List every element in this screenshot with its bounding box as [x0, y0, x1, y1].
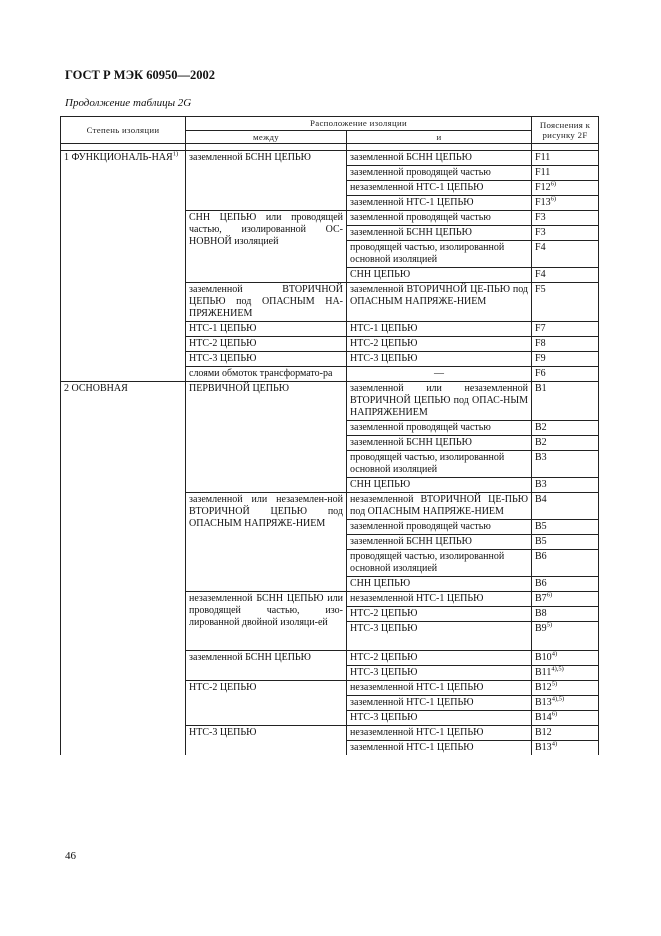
and-cell: — — [347, 367, 532, 382]
and-cell: заземленной БСНН ЦЕПЬЮ — [347, 151, 532, 166]
and-cell: незаземленной НТС-1 ЦЕПЬЮ — [347, 181, 532, 196]
and-cell: заземленной БСНН ЦЕПЬЮ — [347, 226, 532, 241]
between-cell: НТС-2 ЦЕПЬЮ — [186, 337, 347, 352]
code-cell: B3 — [532, 451, 599, 478]
table-row — [61, 382, 599, 421]
between-cell: заземленной БСНН ЦЕПЬЮ — [186, 151, 347, 211]
code-cell: B5 — [532, 535, 599, 550]
code-cell: B3 — [532, 478, 599, 493]
and-cell: заземленной проводящей частью — [347, 421, 532, 436]
and-cell: проводящей частью, изолированной основной изоляцией — [347, 451, 532, 478]
header-location: Расположение изоляции — [186, 117, 532, 131]
code-cell: F12$^{6)}$ — [532, 181, 599, 196]
and-cell: НТС-2 ЦЕПЬЮ — [347, 651, 532, 666]
header-degree: Степень изоляции — [61, 117, 186, 144]
code-cell: B5 — [532, 520, 599, 535]
and-cell: незаземленной НТС-1 ЦЕПЬЮ — [347, 592, 532, 607]
and-cell: заземленной НТС-1 ЦЕПЬЮ — [347, 741, 532, 756]
page-number: 46 — [65, 850, 76, 862]
code-cell: B14$^{6)}$ — [532, 711, 599, 726]
and-cell: заземленной БСНН ЦЕПЬЮ — [347, 436, 532, 451]
and-cell: НТС-3 ЦЕПЬЮ — [347, 711, 532, 726]
header-notes: Пояснения к рисунку 2F — [532, 117, 599, 144]
code-cell: B2 — [532, 421, 599, 436]
and-cell: проводящей частью, изолированной основной изоляцией — [347, 550, 532, 577]
code-cell: F8 — [532, 337, 599, 352]
and-cell: СНН ЦЕПЬЮ — [347, 478, 532, 493]
code-cell: F13$^{6)}$ — [532, 196, 599, 211]
between-cell: заземленной БСНН ЦЕПЬЮ — [186, 651, 347, 681]
between-cell: незаземленной БСНН ЦЕПЬЮ или проводящей частью, изо-лированной двойной изоляци-ей — [186, 592, 347, 651]
code-cell: B6 — [532, 550, 599, 577]
and-cell: заземленной БСНН ЦЕПЬЮ — [347, 535, 532, 550]
and-cell: заземленной или незаземленной ВТОРИЧНОЙ ЦЕПЬЮ под ОПАС-НЫМ НАПРЯЖЕНИЕМ — [347, 382, 532, 421]
between-cell: НТС-3 ЦЕПЬЮ — [186, 352, 347, 367]
and-cell: незаземленной НТС-1 ЦЕПЬЮ — [347, 681, 532, 696]
and-cell: заземленной проводящей частью — [347, 520, 532, 535]
degree-cell: 1 ФУНКЦИОНАЛЬ-НАЯ$^{1)}$ — [61, 151, 186, 382]
code-cell: B1 — [532, 382, 599, 421]
and-cell: СНН ЦЕПЬЮ — [347, 268, 532, 283]
document-title: ГОСТ Р МЭК 60950—2002 — [65, 68, 215, 82]
code-cell: F3 — [532, 211, 599, 226]
and-cell: заземленной НТС-1 ЦЕПЬЮ — [347, 696, 532, 711]
code-cell: F3 — [532, 226, 599, 241]
and-cell: НТС-3 ЦЕПЬЮ — [347, 352, 532, 367]
code-cell: B4 — [532, 493, 599, 520]
header-between: между — [186, 130, 347, 144]
code-cell: F11 — [532, 151, 599, 166]
code-cell: $B13^{4),5)}$ — [532, 696, 599, 711]
and-cell: СНН ЦЕПЬЮ — [347, 577, 532, 592]
table-header-row — [61, 117, 599, 131]
code-cell: F6 — [532, 367, 599, 382]
and-cell: незаземленной НТС-1 ЦЕПЬЮ — [347, 726, 532, 741]
between-cell: ПЕРВИЧНОЙ ЦЕПЬЮ — [186, 382, 347, 493]
code-cell: B7$^{6)}$ — [532, 592, 599, 607]
code-cell: B13$^{4)}$ — [532, 741, 599, 756]
between-cell: заземленной ВТОРИЧНОЙ ЦЕПЬЮ под ОПАСНЫМ НА-ПРЯЖЕНИЕМ — [186, 283, 347, 322]
header-and: и — [347, 130, 532, 144]
and-cell: НТС-2 ЦЕПЬЮ — [347, 607, 532, 622]
between-cell: СНН ЦЕПЬЮ или проводящей частью, изолированной ОС-НОВНОЙ изоляцией — [186, 211, 347, 283]
and-cell: заземленной проводящей частью — [347, 166, 532, 181]
and-cell: проводящей частью, изолированной основной изоляцией — [347, 241, 532, 268]
and-cell: заземленной проводящей частью — [347, 211, 532, 226]
code-cell: F4 — [532, 268, 599, 283]
code-cell: B9$^{5)}$ — [532, 622, 599, 651]
table-continuation-caption: Продолжение таблицы 2G — [65, 97, 192, 109]
code-cell: B6 — [532, 577, 599, 592]
and-cell: НТС-3 ЦЕПЬЮ — [347, 622, 532, 651]
code-cell: $B11^{4),5)}$ — [532, 666, 599, 681]
code-cell: B10$^{4)}$ — [532, 651, 599, 666]
between-cell: НТС-2 ЦЕПЬЮ — [186, 681, 347, 726]
insulation-table — [60, 116, 599, 755]
between-cell: слоями обмоток трансформато-ра — [186, 367, 347, 382]
code-cell: F5 — [532, 283, 599, 322]
and-cell: НТС-2 ЦЕПЬЮ — [347, 337, 532, 352]
code-cell: F4 — [532, 241, 599, 268]
code-cell: F9 — [532, 352, 599, 367]
code-cell: F11 — [532, 166, 599, 181]
table-row — [61, 151, 599, 166]
spacer-row — [61, 144, 599, 151]
and-cell: заземленной ВТОРИЧНОЙ ЦЕ-ПЬЮ под ОПАСНЫМ НАПРЯЖЕ-НИЕМ — [347, 283, 532, 322]
and-cell: НТС-3 ЦЕПЬЮ — [347, 666, 532, 681]
degree-cell: 2 ОСНОВНАЯ — [61, 382, 186, 756]
and-cell: НТС-1 ЦЕПЬЮ — [347, 322, 532, 337]
and-cell: заземленной НТС-1 ЦЕПЬЮ — [347, 196, 532, 211]
code-cell: F7 — [532, 322, 599, 337]
code-cell: B8 — [532, 607, 599, 622]
between-cell: заземленной или незаземлен-ной ВТОРИЧНОЙ ЦЕПЬЮ под ОПАСНЫМ НАПРЯЖЕ-НИЕМ — [186, 493, 347, 592]
between-cell: НТС-3 ЦЕПЬЮ — [186, 726, 347, 756]
and-cell: незаземленной ВТОРИЧНОЙ ЦЕ-ПЬЮ под ОПАСНЫМ НАПРЯЖЕ-НИЕМ — [347, 493, 532, 520]
code-cell: B2 — [532, 436, 599, 451]
code-cell: B12$^{5)}$ — [532, 681, 599, 696]
code-cell: B12 — [532, 726, 599, 741]
between-cell: НТС-1 ЦЕПЬЮ — [186, 322, 347, 337]
